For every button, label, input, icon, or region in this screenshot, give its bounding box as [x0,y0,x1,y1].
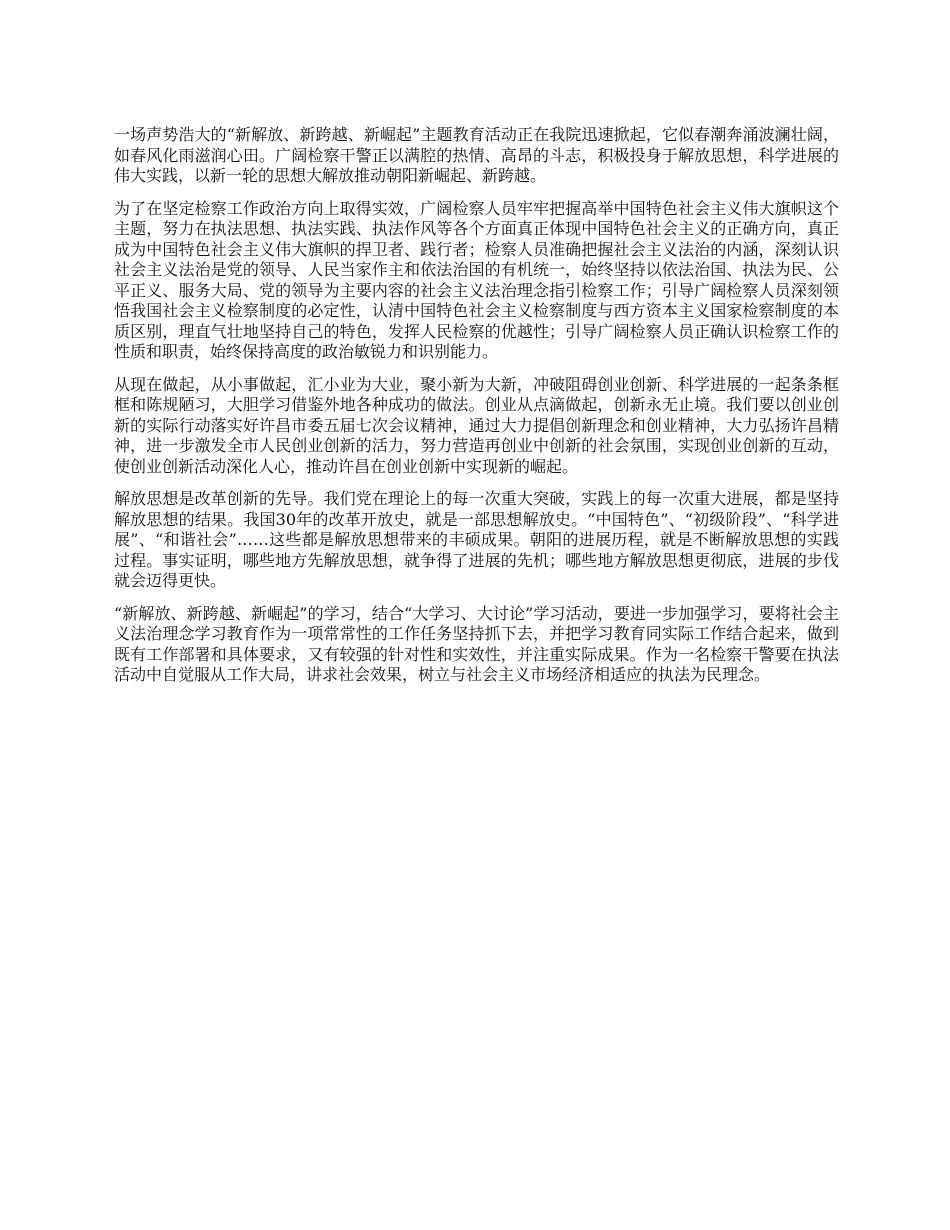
paragraph-4: 解放思想是改革创新的先导。我们党在理论上的每一次重大突破，实践上的每一次重大进展，都是坚持解放思想的结果。我国30年的改革开放史，就是一部思想解放史。“中国特色”、“初级阶段”、“科学进展”、“和谐社会”……这些都是解放思想带来的丰硕成果。朝阳的进展历程，就是不断解放思想的实践过程。事实证明，哪些地方先解放思想，就争得了进展的先机；哪些地方解放思想更彻底，进展的步伐就会迈得更快。 [114,489,839,590]
paragraph-3: 从现在做起，从小事做起，汇小业为大业，聚小新为大新，冲破阻碍创业创新、科学进展的一起条条框框和陈规陋习，大胆学习借鉴外地各种成功的做法。创业从点滴做起，创新永无止境。我们要以创业创新的实际行动落实好许昌市委五届七次会议精神，通过大力提倡创新理念和创业精神，大力弘扬许昌精神，进一步激发全市人民创业创新的活力，努力营造再创业中创新的社会氛围，实现创业创新的互动，使创业创新活动深化人心，推动许昌在创业创新中实现新的崛起。 [114,374,839,476]
document-body [114,125,839,698]
paragraph-2: 为了在坚定检察工作政治方向上取得实效，广阔检察人员牢牢把握高举中国特色社会主义伟大旗帜这个主题，努力在执法思想、执法实践、执法作风等各个方面真正体现中国特色社会主义的正确方向，真正成为中国特色社会主义伟大旗帜的捍卫者、践行者；检察人员准确把握社会主义法治的内涵，深刻认识社会主义法治是党的领导、人民当家作主和依法治国的有机统一，始终坚持以依法治国、执法为民、公平正义、服务大局、党的领导为主要内容的社会主义法治理念指引检察工作；引导广阔检察人员深刻领悟我国社会主义检察制度的必定性，认清中国特色社会主义检察制度与西方资本主义国家检察制度的本质区别，理直气壮地坚持自己的特色，发挥人民检察的优越性；引导广阔检察人员正确认识检察工作的性质和职责，始终保持高度的政治敏锐力和识别能力。 [114,198,839,361]
paragraph-5: “新解放、新跨越、新崛起”的学习，结合“大学习、大讨论”学习活动，要进一步加强学习，要将社会主义法治理念学习教育作为一项常常性的工作任务坚持抓下去，并把学习教育同实际工作结合起来，做到既有工作部署和具体要求，又有较强的针对性和实效性，并注重实际成果。作为一名检察干警要在执法活动中自觉服从工作大局，讲求社会效果，树立与社会主义市场经济相适应的执法为民理念。 [114,603,839,684]
paragraph-1: 一场声势浩大的“新解放、新跨越、新崛起”主题教育活动正在我院迅速掀起，它似春潮奔涌波澜壮阔，如春风化雨滋润心田。广阔检察干警正以满腔的热情、高昂的斗志，积极投身于解放思想，科学进展的伟大实践，以新一轮的思想大解放推动朝阳新崛起、新跨越。 [114,125,839,185]
